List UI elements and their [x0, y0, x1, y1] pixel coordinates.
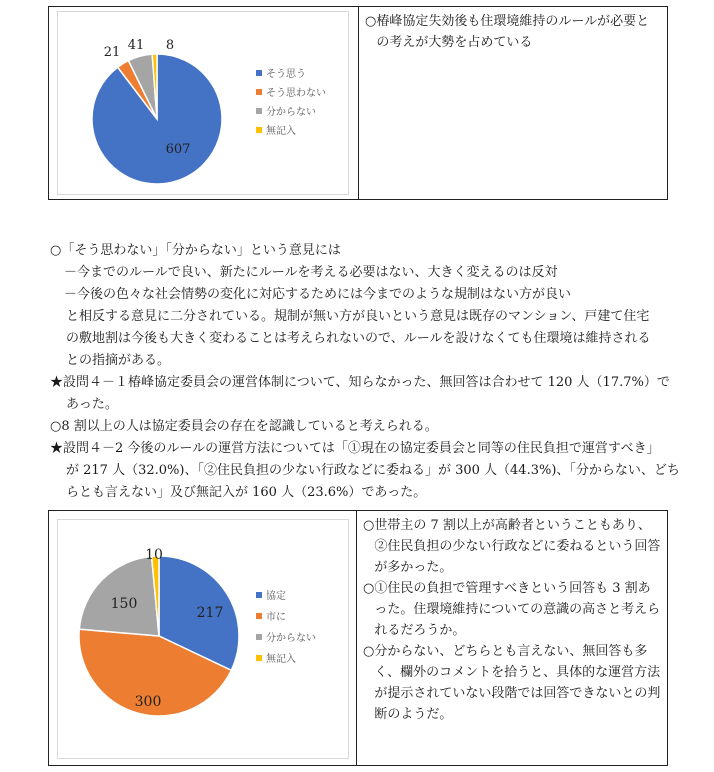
- data-label-4: 10: [145, 547, 163, 563]
- summary-table-2: [48, 510, 668, 766]
- comment-2a: [363, 515, 661, 578]
- legend-swatch-1: [256, 592, 262, 598]
- body-line-8: あった。: [66, 397, 118, 412]
- comment-2a-bullet: ○: [362, 518, 375, 533]
- legend-label-4: 無記入: [266, 654, 296, 665]
- legend-swatch-1: [256, 70, 262, 76]
- body-line-11: が 217 人（32.0%)、「②住民負担の少ない行政などに委ねる」が 300 人（44.3%)、「分からない、どち: [66, 463, 680, 478]
- comment-cell-1: [359, 7, 667, 199]
- data-label-3: 150: [110, 596, 138, 612]
- body-text: [50, 240, 680, 504]
- body-line-9: ○8 割以上の人は協定委員会の存在を認識していると考えられる。: [50, 419, 438, 434]
- comment-2c-bullet: ○: [362, 644, 375, 659]
- pie-chart-2: [58, 520, 350, 760]
- comment-2b: [363, 578, 661, 641]
- comment-2b-bullet: ○: [362, 581, 375, 596]
- legend-swatch-3: [256, 108, 262, 114]
- body-line-3: －今後の色々な社会情勢の変化に対応するためには今までのような規制はない方が良い: [64, 287, 572, 302]
- legend-swatch-3: [256, 634, 262, 640]
- legend-label-3: 分からない: [266, 633, 316, 644]
- comment-2c: [363, 641, 661, 725]
- legend-swatch-4: [256, 127, 262, 133]
- chart-cell-1: [49, 7, 359, 199]
- comment-cell-2: [357, 511, 667, 765]
- legend-swatch-2: [256, 613, 262, 619]
- legend-swatch-4: [256, 655, 262, 661]
- legend-label-3: 分からない: [266, 107, 316, 118]
- legend-label-1: そう思う: [266, 69, 306, 80]
- legend-label-2: 市に: [266, 612, 286, 623]
- summary-table-1: [48, 6, 668, 200]
- data-label-2: 300: [134, 694, 162, 710]
- comment-1: [365, 11, 661, 53]
- data-label-4: 8: [165, 38, 175, 53]
- data-label-3: 41: [127, 38, 145, 53]
- legend-swatch-2: [256, 89, 262, 95]
- comment-2c-text: 分からない、どちらとも言えない、無回答も多く、欄外のコメントを拾うと、具体的な運営方法が提示されていない段階では回答できないとの判断のようだ。: [374, 644, 661, 722]
- body-line-6: との指摘がある。: [66, 353, 171, 368]
- body-line-5: の敷地割は今後も大きく変わることは考えられないので、ルールを設けなくても住環境は維持される: [66, 331, 651, 346]
- body-line-4: と相反する意見に二分されている。規制が無い方が良いという意見は既存のマンション、戸建て住宅: [66, 309, 650, 324]
- comment-2a-text: 世帯主の 7 割以上が高齢者ということもあり、②住民負担の少ない行政などに委ねるという回答が多かった。: [374, 518, 661, 575]
- comment-1-bullet: ○: [364, 14, 377, 29]
- data-label-1: 607: [165, 142, 191, 157]
- body-line-2: －今までのルールで良い、新たにルールを考える必要はない、大きく変えるのは反対: [64, 265, 558, 280]
- legend-label-4: 無記入: [266, 126, 296, 137]
- pie-chart-2-frame: [57, 519, 349, 759]
- legend-label-2: そう思わない: [266, 88, 326, 99]
- pie-chart-1-frame: [57, 11, 349, 195]
- body-line-7: ★設問４－１椿峰協定委員会の運営体制について、知らなかった、無回答は合わせて 120 人（17.7%）で: [50, 375, 670, 390]
- comment-2b-text: ①住民の負担で管理すべきという回答も 3 割あった。住環境維持についての意識の高さと考えられるだろうか。: [374, 581, 661, 638]
- body-line-1: ○「そう思わない」「分からない」という意見には: [50, 243, 341, 258]
- chart-cell-2: [49, 511, 357, 765]
- pie-chart-1: [58, 12, 350, 196]
- body-line-12: らとも言えない」及び無記入が 160 人（23.6%）であった。: [66, 485, 427, 500]
- data-label-2: 21: [103, 45, 121, 60]
- legend-label-1: 協定: [266, 591, 286, 602]
- body-line-10: ★設問４－2 今後のルールの運営方法については「①現在の協定委員会と同等の住民負担で運営すべき」: [50, 441, 660, 456]
- comment-1-text: 椿峰協定失効後も住環境維持のルールが必要との考えが大勢を占めている: [376, 14, 650, 50]
- data-label-1: 217: [196, 605, 224, 621]
